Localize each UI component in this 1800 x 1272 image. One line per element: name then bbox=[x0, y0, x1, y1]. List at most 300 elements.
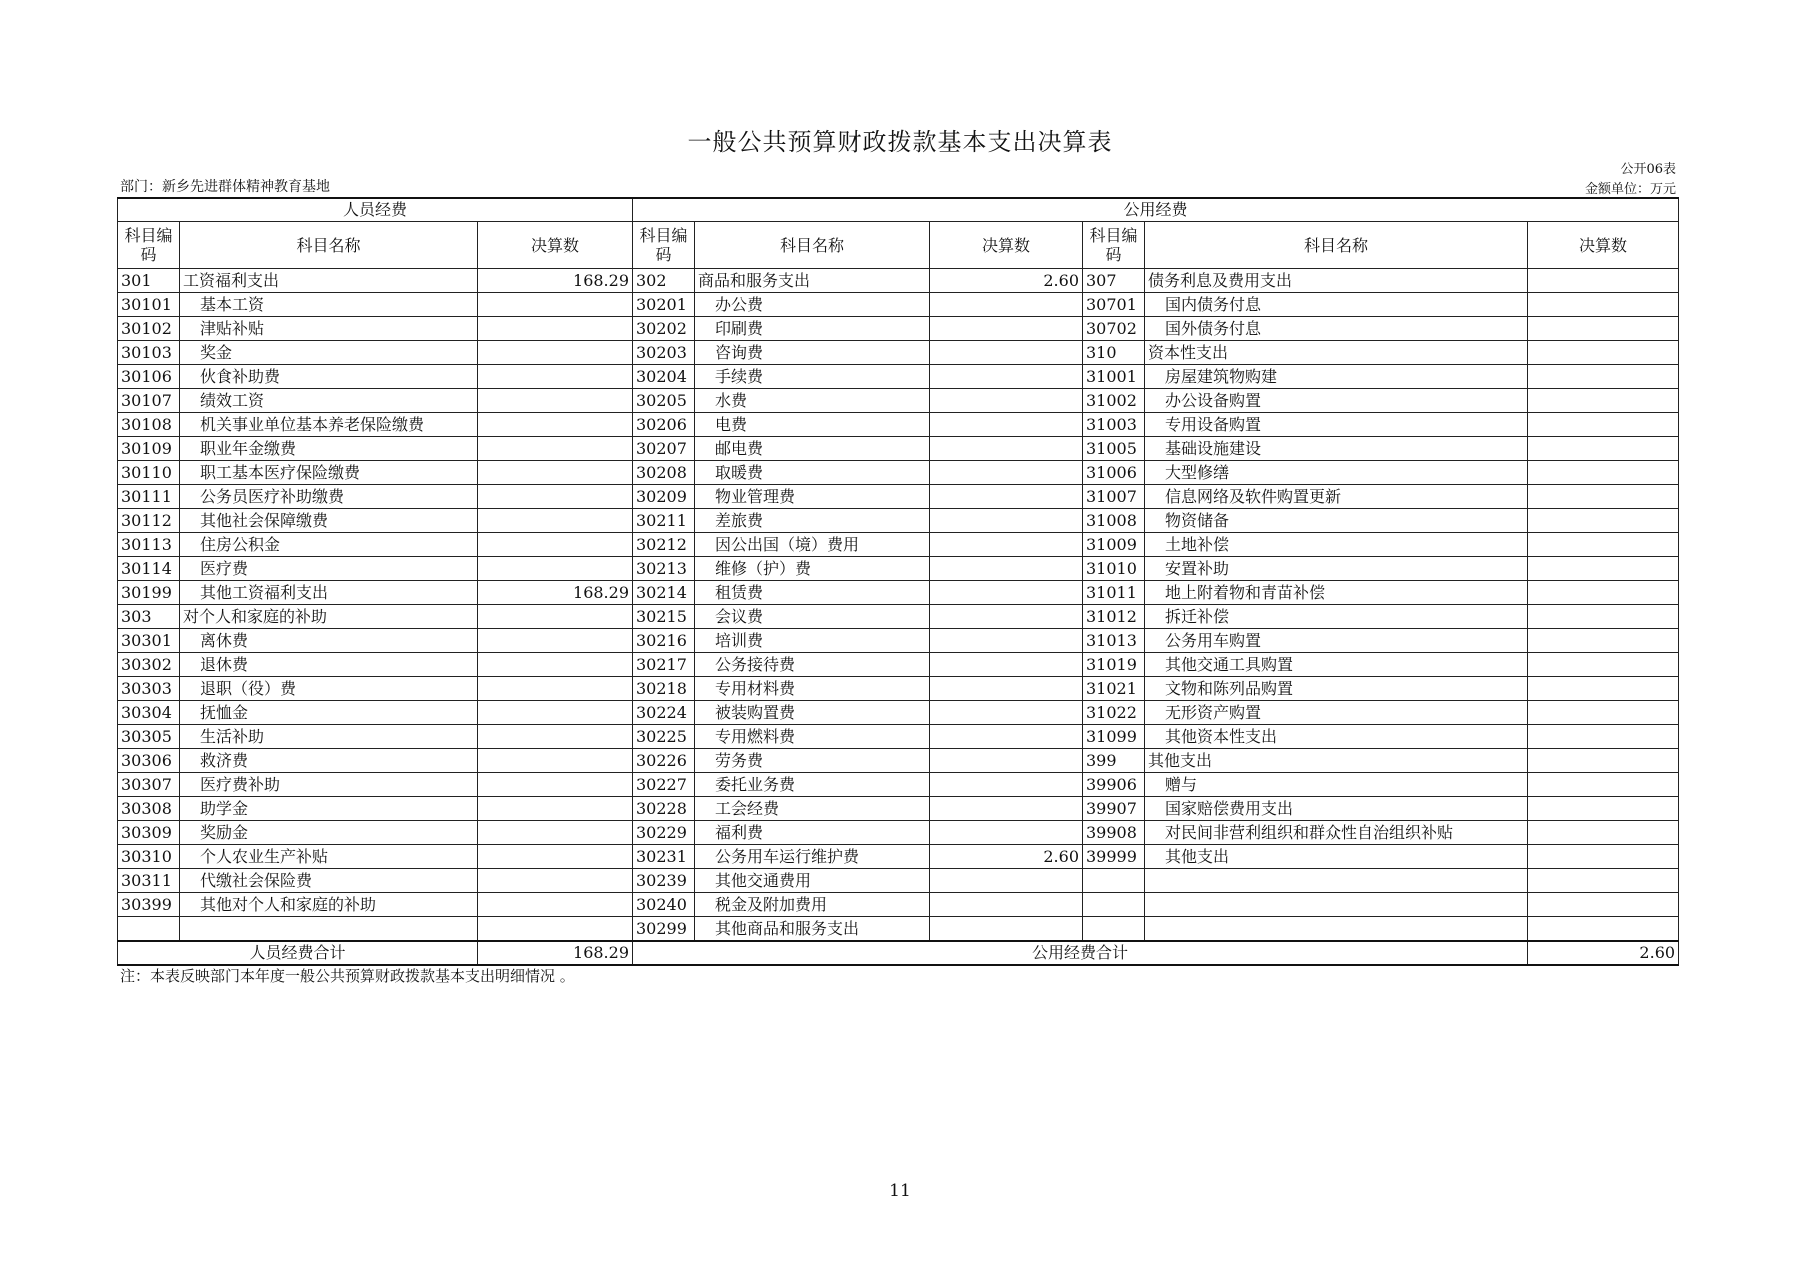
subject-name-cell: 其他商品和服务支出 bbox=[695, 917, 930, 942]
form-number: 公开06表 bbox=[1620, 162, 1676, 177]
amount-cell: 168.29 bbox=[478, 581, 633, 605]
subject-name-cell: 专用设备购置 bbox=[1145, 413, 1528, 437]
subject-name-cell: 办公设备购置 bbox=[1145, 389, 1528, 413]
subject-name-cell: 基础设施建设 bbox=[1145, 437, 1528, 461]
subject-code-cell: 30218 bbox=[633, 677, 695, 701]
subject-name-cell: 商品和服务支出 bbox=[695, 269, 930, 293]
table-row bbox=[118, 725, 1679, 749]
amount-cell bbox=[478, 365, 633, 389]
subject-name-cell: 物业管理费 bbox=[695, 485, 930, 509]
subject-name-cell: 机关事业单位基本养老保险缴费 bbox=[180, 413, 478, 437]
subject-code-cell: 30226 bbox=[633, 749, 695, 773]
amount-cell bbox=[1528, 629, 1679, 653]
amount-cell bbox=[930, 533, 1083, 557]
subject-code-cell: 30228 bbox=[633, 797, 695, 821]
amount-cell bbox=[930, 461, 1083, 485]
subject-name-cell: 债务利息及费用支出 bbox=[1145, 269, 1528, 293]
amount-cell bbox=[1528, 845, 1679, 869]
amount-cell bbox=[1528, 509, 1679, 533]
amount-cell bbox=[478, 701, 633, 725]
amount-cell bbox=[1528, 701, 1679, 725]
page-title: 一般公共预算财政拨款基本支出决算表 bbox=[687, 128, 1113, 156]
amount-cell bbox=[1528, 581, 1679, 605]
amount-cell bbox=[930, 677, 1083, 701]
amount-cell bbox=[1528, 797, 1679, 821]
subject-code-cell: 31006 bbox=[1083, 461, 1145, 485]
amount-cell bbox=[930, 917, 1083, 942]
subject-code-cell: 30308 bbox=[118, 797, 180, 821]
amount-cell bbox=[930, 629, 1083, 653]
subject-name-cell: 维修（护）费 bbox=[695, 557, 930, 581]
amount-cell bbox=[1528, 269, 1679, 293]
subject-name-cell: 国家赔偿费用支出 bbox=[1145, 797, 1528, 821]
table-row bbox=[118, 749, 1679, 773]
subject-code-cell: 31009 bbox=[1083, 533, 1145, 557]
amount-cell bbox=[478, 533, 633, 557]
amount-cell: 168.29 bbox=[478, 269, 633, 293]
subject-code-cell: 30102 bbox=[118, 317, 180, 341]
subject-code-cell: 30106 bbox=[118, 365, 180, 389]
subject-name-cell: 手续费 bbox=[695, 365, 930, 389]
subject-code-cell: 30305 bbox=[118, 725, 180, 749]
subject-name-cell: 救济费 bbox=[180, 749, 478, 773]
amount-cell bbox=[478, 869, 633, 893]
subject-name-cell: 专用材料费 bbox=[695, 677, 930, 701]
amount-cell bbox=[930, 773, 1083, 797]
amount-cell bbox=[930, 893, 1083, 917]
table-row bbox=[118, 605, 1679, 629]
subject-code-cell: 30203 bbox=[633, 341, 695, 365]
subject-code-cell: 30101 bbox=[118, 293, 180, 317]
amount-cell bbox=[478, 821, 633, 845]
subject-code-cell: 30107 bbox=[118, 389, 180, 413]
subject-code-cell: 30112 bbox=[118, 509, 180, 533]
subject-code-cell: 31022 bbox=[1083, 701, 1145, 725]
subject-code-cell: 30207 bbox=[633, 437, 695, 461]
subject-code-cell: 303 bbox=[118, 605, 180, 629]
section-personnel: 人员经费 bbox=[118, 198, 633, 222]
amount-cell bbox=[1528, 773, 1679, 797]
amount-cell bbox=[1528, 917, 1679, 942]
subject-code-cell: 31012 bbox=[1083, 605, 1145, 629]
amount-cell bbox=[478, 341, 633, 365]
table-row bbox=[118, 533, 1679, 557]
amount-cell bbox=[478, 677, 633, 701]
table-row bbox=[118, 437, 1679, 461]
amount-cell bbox=[478, 653, 633, 677]
subject-name-cell: 拆迁补偿 bbox=[1145, 605, 1528, 629]
amount-cell bbox=[478, 725, 633, 749]
subject-code-cell: 30212 bbox=[633, 533, 695, 557]
subject-code-cell: 31008 bbox=[1083, 509, 1145, 533]
subject-name-cell: 公务用车购置 bbox=[1145, 629, 1528, 653]
page-number: 11 bbox=[889, 1181, 911, 1201]
amount-cell bbox=[930, 341, 1083, 365]
subject-code-cell: 30310 bbox=[118, 845, 180, 869]
subject-name-cell: 地上附着物和青苗补偿 bbox=[1145, 581, 1528, 605]
amount-cell bbox=[1528, 389, 1679, 413]
amount-cell bbox=[478, 437, 633, 461]
subject-code-cell: 30114 bbox=[118, 557, 180, 581]
subject-code-cell: 30299 bbox=[633, 917, 695, 942]
subject-name-cell bbox=[1145, 869, 1528, 893]
subject-name-cell: 奖励金 bbox=[180, 821, 478, 845]
amount-cell bbox=[1528, 677, 1679, 701]
amount-cell bbox=[1528, 341, 1679, 365]
subject-name-cell: 医疗费补助 bbox=[180, 773, 478, 797]
amount-cell bbox=[478, 317, 633, 341]
personnel-total-value: 168.29 bbox=[478, 941, 633, 965]
table-row bbox=[118, 629, 1679, 653]
header-code: 科目编码 bbox=[633, 222, 695, 269]
amount-cell bbox=[930, 509, 1083, 533]
subject-code-cell: 30214 bbox=[633, 581, 695, 605]
subject-code-cell: 30215 bbox=[633, 605, 695, 629]
subject-code-cell: 31003 bbox=[1083, 413, 1145, 437]
subject-name-cell: 津贴补贴 bbox=[180, 317, 478, 341]
subject-name-cell: 退休费 bbox=[180, 653, 478, 677]
amount-cell: 2.60 bbox=[930, 845, 1083, 869]
amount-cell bbox=[930, 437, 1083, 461]
table-row bbox=[118, 677, 1679, 701]
subject-name-cell: 被装购置费 bbox=[695, 701, 930, 725]
subject-name-cell: 退职（役）费 bbox=[180, 677, 478, 701]
subject-name-cell: 办公费 bbox=[695, 293, 930, 317]
subject-code-cell: 30110 bbox=[118, 461, 180, 485]
amount-cell bbox=[1528, 869, 1679, 893]
personnel-total-label: 人员经费合计 bbox=[118, 941, 478, 965]
subject-code-cell: 30201 bbox=[633, 293, 695, 317]
subject-code-cell: 302 bbox=[633, 269, 695, 293]
subject-code-cell bbox=[1083, 917, 1145, 942]
amount-cell bbox=[1528, 317, 1679, 341]
section-public: 公用经费 bbox=[633, 198, 1679, 222]
subject-name-cell: 职工基本医疗保险缴费 bbox=[180, 461, 478, 485]
subject-name-cell: 个人农业生产补贴 bbox=[180, 845, 478, 869]
subject-code-cell: 30205 bbox=[633, 389, 695, 413]
subject-name-cell: 取暖费 bbox=[695, 461, 930, 485]
amount-cell bbox=[930, 605, 1083, 629]
table-row bbox=[118, 869, 1679, 893]
subject-code-cell: 31019 bbox=[1083, 653, 1145, 677]
table-row bbox=[118, 365, 1679, 389]
subject-code-cell: 30225 bbox=[633, 725, 695, 749]
subject-name-cell: 基本工资 bbox=[180, 293, 478, 317]
table-row bbox=[118, 581, 1679, 605]
amount-cell bbox=[930, 749, 1083, 773]
subject-code-cell: 39908 bbox=[1083, 821, 1145, 845]
subject-code-cell: 30302 bbox=[118, 653, 180, 677]
subject-code-cell: 30224 bbox=[633, 701, 695, 725]
amount-cell bbox=[1528, 293, 1679, 317]
subject-name-cell: 专用燃料费 bbox=[695, 725, 930, 749]
subject-code-cell: 30216 bbox=[633, 629, 695, 653]
header-name: 科目名称 bbox=[1145, 222, 1528, 269]
subject-code-cell: 310 bbox=[1083, 341, 1145, 365]
subject-code-cell: 30227 bbox=[633, 773, 695, 797]
subject-code-cell: 30309 bbox=[118, 821, 180, 845]
subject-name-cell: 委托业务费 bbox=[695, 773, 930, 797]
subject-code-cell: 39999 bbox=[1083, 845, 1145, 869]
subject-code-cell: 301 bbox=[118, 269, 180, 293]
subject-code-cell bbox=[1083, 893, 1145, 917]
amount-cell bbox=[930, 485, 1083, 509]
amount-cell bbox=[1528, 365, 1679, 389]
table-row bbox=[118, 821, 1679, 845]
amount-cell bbox=[478, 893, 633, 917]
subject-code-cell: 30109 bbox=[118, 437, 180, 461]
subject-name-cell: 其他支出 bbox=[1145, 749, 1528, 773]
subject-name-cell: 国内债务付息 bbox=[1145, 293, 1528, 317]
table-row bbox=[118, 485, 1679, 509]
amount-cell bbox=[1528, 893, 1679, 917]
amount-cell bbox=[930, 365, 1083, 389]
table-row bbox=[118, 773, 1679, 797]
header-amount: 决算数 bbox=[930, 222, 1083, 269]
subject-code-cell: 30217 bbox=[633, 653, 695, 677]
amount-cell bbox=[478, 605, 633, 629]
amount-cell bbox=[478, 845, 633, 869]
subject-name-cell bbox=[1145, 893, 1528, 917]
subject-name-cell: 咨询费 bbox=[695, 341, 930, 365]
subject-name-cell: 文物和陈列品购置 bbox=[1145, 677, 1528, 701]
subject-name-cell: 住房公积金 bbox=[180, 533, 478, 557]
subject-code-cell: 307 bbox=[1083, 269, 1145, 293]
subject-code-cell: 30303 bbox=[118, 677, 180, 701]
section-header-row bbox=[118, 198, 1679, 222]
subject-name-cell: 税金及附加费用 bbox=[695, 893, 930, 917]
subject-code-cell: 30103 bbox=[118, 341, 180, 365]
table-row bbox=[118, 269, 1679, 293]
subject-code-cell: 30202 bbox=[633, 317, 695, 341]
amount-cell bbox=[1528, 533, 1679, 557]
subject-name-cell: 离休费 bbox=[180, 629, 478, 653]
subject-code-cell: 30304 bbox=[118, 701, 180, 725]
table-row bbox=[118, 845, 1679, 869]
subject-name-cell: 公务接待费 bbox=[695, 653, 930, 677]
subject-code-cell: 30111 bbox=[118, 485, 180, 509]
subject-name-cell: 其他交通工具购置 bbox=[1145, 653, 1528, 677]
subject-name-cell: 其他资本性支出 bbox=[1145, 725, 1528, 749]
subject-code-cell: 30240 bbox=[633, 893, 695, 917]
amount-cell bbox=[1528, 653, 1679, 677]
subject-code-cell: 30701 bbox=[1083, 293, 1145, 317]
department-label: 部门：新乡先进群体精神教育基地 bbox=[120, 179, 330, 195]
subject-name-cell bbox=[180, 917, 478, 942]
subject-name-cell: 租赁费 bbox=[695, 581, 930, 605]
subject-code-cell: 30231 bbox=[633, 845, 695, 869]
subject-code-cell bbox=[1083, 869, 1145, 893]
subject-name-cell: 赠与 bbox=[1145, 773, 1528, 797]
subject-code-cell: 31099 bbox=[1083, 725, 1145, 749]
subject-code-cell: 30311 bbox=[118, 869, 180, 893]
subject-code-cell: 30211 bbox=[633, 509, 695, 533]
amount-cell bbox=[478, 413, 633, 437]
subject-name-cell: 劳务费 bbox=[695, 749, 930, 773]
amount-cell bbox=[478, 485, 633, 509]
subject-code-cell: 30208 bbox=[633, 461, 695, 485]
amount-cell bbox=[1528, 413, 1679, 437]
amount-cell bbox=[930, 725, 1083, 749]
amount-cell bbox=[930, 821, 1083, 845]
subject-name-cell: 绩效工资 bbox=[180, 389, 478, 413]
amount-cell: 2.60 bbox=[930, 269, 1083, 293]
table-row bbox=[118, 317, 1679, 341]
amount-cell bbox=[1528, 557, 1679, 581]
subject-code-cell: 39907 bbox=[1083, 797, 1145, 821]
table-row bbox=[118, 797, 1679, 821]
subject-name-cell: 房屋建筑物购建 bbox=[1145, 365, 1528, 389]
subject-name-cell: 医疗费 bbox=[180, 557, 478, 581]
amount-cell bbox=[1528, 437, 1679, 461]
subject-name-cell: 代缴社会保险费 bbox=[180, 869, 478, 893]
subject-name-cell: 信息网络及软件购置更新 bbox=[1145, 485, 1528, 509]
subject-name-cell: 物资储备 bbox=[1145, 509, 1528, 533]
subject-code-cell: 31013 bbox=[1083, 629, 1145, 653]
amount-unit-label: 金额单位：万元 bbox=[1584, 182, 1676, 197]
table-row bbox=[118, 557, 1679, 581]
subject-name-cell: 其他交通费用 bbox=[695, 869, 930, 893]
subject-code-cell: 31001 bbox=[1083, 365, 1145, 389]
amount-cell bbox=[1528, 749, 1679, 773]
subject-name-cell: 土地补偿 bbox=[1145, 533, 1528, 557]
column-header-row bbox=[118, 222, 1679, 269]
subject-name-cell: 奖金 bbox=[180, 341, 478, 365]
subject-name-cell: 电费 bbox=[695, 413, 930, 437]
table-row bbox=[118, 509, 1679, 533]
subject-code-cell: 30213 bbox=[633, 557, 695, 581]
public-total-label: 公用经费合计 bbox=[633, 941, 1528, 965]
subject-code-cell: 30113 bbox=[118, 533, 180, 557]
amount-cell bbox=[478, 461, 633, 485]
table-row bbox=[118, 653, 1679, 677]
header-code: 科目编码 bbox=[1083, 222, 1145, 269]
amount-cell bbox=[930, 869, 1083, 893]
subject-code-cell: 399 bbox=[1083, 749, 1145, 773]
header-name: 科目名称 bbox=[695, 222, 930, 269]
subject-code-cell: 39906 bbox=[1083, 773, 1145, 797]
subject-name-cell: 无形资产购置 bbox=[1145, 701, 1528, 725]
subject-code-cell: 30108 bbox=[118, 413, 180, 437]
subject-name-cell: 会议费 bbox=[695, 605, 930, 629]
subject-name-cell: 培训费 bbox=[695, 629, 930, 653]
subject-name-cell: 抚恤金 bbox=[180, 701, 478, 725]
subject-code-cell: 31002 bbox=[1083, 389, 1145, 413]
subject-name-cell: 其他工资福利支出 bbox=[180, 581, 478, 605]
subject-name-cell: 对个人和家庭的补助 bbox=[180, 605, 478, 629]
amount-cell bbox=[930, 653, 1083, 677]
subject-name-cell: 大型修缮 bbox=[1145, 461, 1528, 485]
subject-name-cell: 安置补助 bbox=[1145, 557, 1528, 581]
amount-cell bbox=[930, 317, 1083, 341]
amount-cell bbox=[478, 293, 633, 317]
header-amount: 决算数 bbox=[1528, 222, 1679, 269]
subject-name-cell: 资本性支出 bbox=[1145, 341, 1528, 365]
subject-name-cell: 国外债务付息 bbox=[1145, 317, 1528, 341]
subject-name-cell: 对民间非营利组织和群众性自治组织补贴 bbox=[1145, 821, 1528, 845]
totals-row bbox=[118, 941, 1679, 965]
table-row bbox=[118, 893, 1679, 917]
table-row bbox=[118, 461, 1679, 485]
table-row bbox=[118, 917, 1679, 942]
table-row bbox=[118, 389, 1679, 413]
subject-name-cell: 印刷费 bbox=[695, 317, 930, 341]
subject-name-cell: 其他社会保障缴费 bbox=[180, 509, 478, 533]
subject-code-cell: 31010 bbox=[1083, 557, 1145, 581]
amount-cell bbox=[930, 413, 1083, 437]
amount-cell bbox=[478, 797, 633, 821]
table-row bbox=[118, 293, 1679, 317]
amount-cell bbox=[478, 917, 633, 942]
header-amount: 决算数 bbox=[478, 222, 633, 269]
amount-cell bbox=[1528, 821, 1679, 845]
amount-cell bbox=[1528, 461, 1679, 485]
amount-cell bbox=[478, 389, 633, 413]
amount-cell bbox=[930, 581, 1083, 605]
subject-name-cell: 生活补助 bbox=[180, 725, 478, 749]
table-row bbox=[118, 413, 1679, 437]
subject-name-cell: 伙食补助费 bbox=[180, 365, 478, 389]
subject-code-cell: 30206 bbox=[633, 413, 695, 437]
table-row bbox=[118, 701, 1679, 725]
subject-code-cell: 30239 bbox=[633, 869, 695, 893]
subject-code-cell: 30702 bbox=[1083, 317, 1145, 341]
subject-name-cell: 助学金 bbox=[180, 797, 478, 821]
subject-code-cell bbox=[118, 917, 180, 942]
subject-name-cell: 因公出国（境）费用 bbox=[695, 533, 930, 557]
amount-cell bbox=[1528, 725, 1679, 749]
footnote: 注：本表反映部门本年度一般公共预算财政拨款基本支出明细情况 。 bbox=[120, 967, 575, 985]
expenditure-table bbox=[117, 197, 1679, 966]
subject-name-cell: 职业年金缴费 bbox=[180, 437, 478, 461]
subject-name-cell: 公务用车运行维护费 bbox=[695, 845, 930, 869]
subject-name-cell: 其他支出 bbox=[1145, 845, 1528, 869]
amount-cell bbox=[1528, 485, 1679, 509]
amount-cell bbox=[930, 701, 1083, 725]
amount-cell bbox=[478, 557, 633, 581]
amount-cell bbox=[478, 629, 633, 653]
subject-name-cell: 差旅费 bbox=[695, 509, 930, 533]
subject-code-cell: 31005 bbox=[1083, 437, 1145, 461]
amount-cell bbox=[930, 389, 1083, 413]
subject-name-cell: 水费 bbox=[695, 389, 930, 413]
subject-code-cell: 30306 bbox=[118, 749, 180, 773]
subject-name-cell bbox=[1145, 917, 1528, 942]
amount-cell bbox=[930, 557, 1083, 581]
subject-code-cell: 30301 bbox=[118, 629, 180, 653]
amount-cell bbox=[930, 797, 1083, 821]
subject-code-cell: 30204 bbox=[633, 365, 695, 389]
subject-code-cell: 31011 bbox=[1083, 581, 1145, 605]
amount-cell bbox=[930, 293, 1083, 317]
public-total-value: 2.60 bbox=[1528, 941, 1679, 965]
subject-name-cell: 其他对个人和家庭的补助 bbox=[180, 893, 478, 917]
subject-code-cell: 30307 bbox=[118, 773, 180, 797]
subject-code-cell: 30399 bbox=[118, 893, 180, 917]
subject-name-cell: 公务员医疗补助缴费 bbox=[180, 485, 478, 509]
header-name: 科目名称 bbox=[180, 222, 478, 269]
subject-name-cell: 工资福利支出 bbox=[180, 269, 478, 293]
subject-code-cell: 31007 bbox=[1083, 485, 1145, 509]
subject-code-cell: 30199 bbox=[118, 581, 180, 605]
amount-cell bbox=[478, 509, 633, 533]
subject-name-cell: 邮电费 bbox=[695, 437, 930, 461]
table-row bbox=[118, 341, 1679, 365]
amount-cell bbox=[1528, 605, 1679, 629]
header-code: 科目编码 bbox=[118, 222, 180, 269]
amount-cell bbox=[478, 773, 633, 797]
subject-code-cell: 31021 bbox=[1083, 677, 1145, 701]
